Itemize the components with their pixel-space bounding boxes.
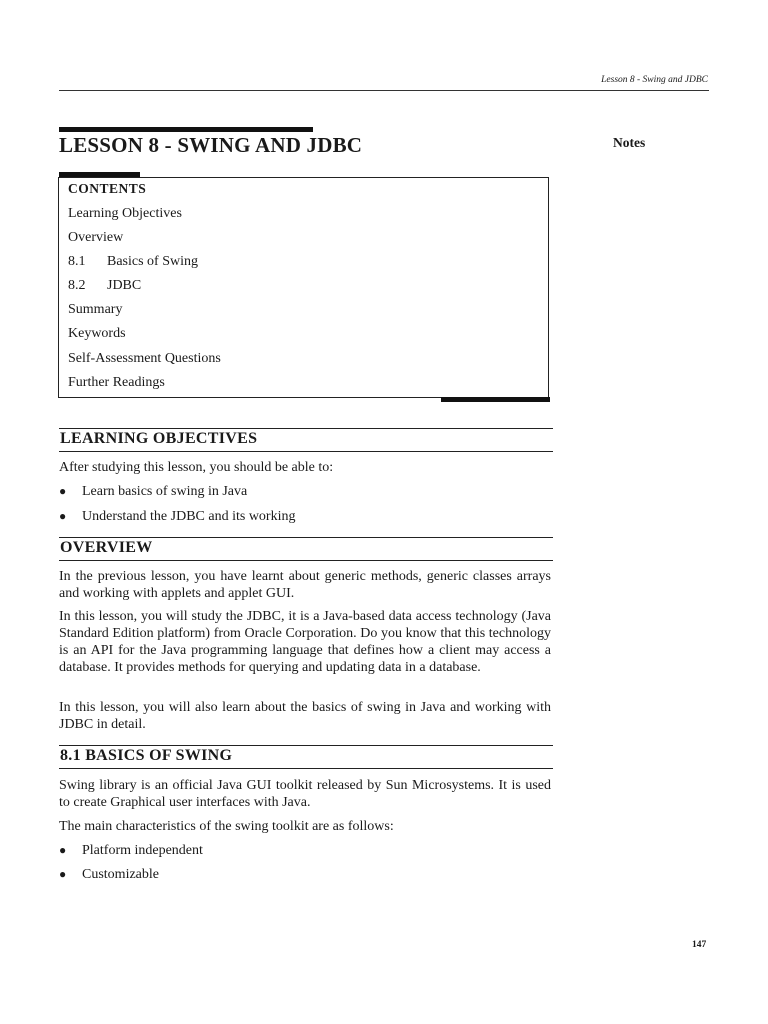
lesson-title: LESSON 8 - SWING AND JDBC (59, 133, 363, 157)
learning-objectives-heading: LEARNING OBJECTIVES (59, 428, 553, 452)
swing-paragraph: Swing library is an official Java GUI toolkit released by Sun Microsystems. It is used to create Graphical user interfaces with Java. (59, 778, 551, 810)
contents-list (68, 203, 221, 396)
basics-of-swing-heading: 8.1 BASICS OF SWING (59, 745, 553, 769)
toc-item-summary: Summary (68, 302, 123, 318)
bullet-icon: ● (59, 484, 67, 498)
swing-characteristic-bullet: ● Platform independent (59, 843, 203, 858)
toc-item-overview: Overview (68, 230, 124, 246)
swing-characteristic-bullet: ● Customizable (59, 867, 159, 882)
toc-number: 8.2 (68, 278, 86, 294)
overview-paragraph: In this lesson, you will study the JDBC, it is a Java-based data access technology (Java Standard Edition platform) from Oracle Corporation. Do you know that this technology is an API for the Java programming language that defines how a client may access a database. It provides methods for querying and updating data in a database. (59, 609, 551, 675)
title-accent-bar (59, 127, 313, 132)
page-number: 147 (692, 940, 707, 950)
notes-margin-label: Notes (613, 135, 646, 150)
bullet-icon: ● (59, 867, 67, 881)
overview-heading: OVERVIEW (59, 537, 553, 561)
running-head: Lesson 8 - Swing and JDBC (601, 75, 708, 85)
overview-paragraph: In this lesson, you will also learn about the basics of swing in Java and working with JDBC in detail. (59, 700, 551, 732)
toc-item-basics-of-swing: 8.1 Basics of Swing (68, 251, 221, 275)
toc-item-keywords: Keywords (68, 326, 126, 342)
header-rule (59, 90, 709, 91)
objective-bullet: ● Learn basics of swing in Java (59, 484, 248, 499)
overview-paragraph: In the previous lesson, you have learnt about generic methods, generic classes arrays and working with applets and applet GUI. (59, 569, 551, 601)
toc-item-self-assessment: Self-Assessment Questions (68, 350, 221, 366)
bullet-icon: ● (59, 509, 67, 523)
contents-bottom-accent (441, 397, 550, 402)
swing-paragraph: The main characteristics of the swing toolkit are as follows: (59, 819, 394, 834)
toc-number: 8.1 (68, 254, 86, 270)
bullet-icon: ● (59, 843, 67, 857)
toc-item-jdbc: 8.2 JDBC (68, 275, 221, 299)
objective-bullet: ● Understand the JDBC and its working (59, 509, 296, 524)
toc-item-learning-objectives: Learning Objectives (68, 206, 182, 221)
toc-item-further-readings: Further Readings (68, 374, 165, 390)
learning-objectives-intro: After studying this lesson, you should be able to: (59, 460, 334, 475)
contents-heading: CONTENTS (68, 181, 147, 196)
